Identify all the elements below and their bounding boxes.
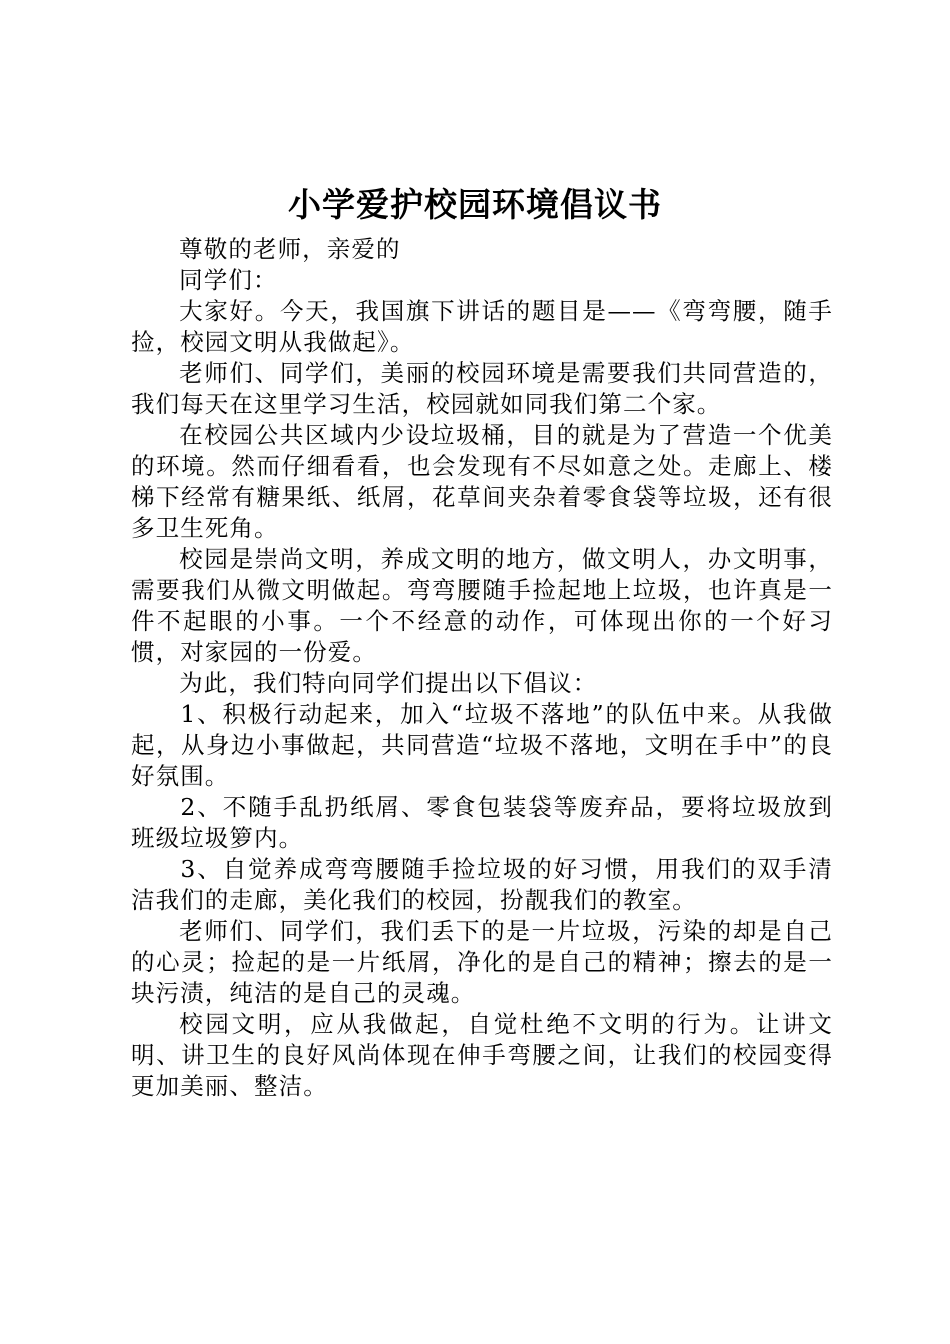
paragraph-civilization: 校园是崇尚文明，养成文明的地方，做文明人，办文明事，需要我们从微文明做起。弯弯腰随手捡起地上垃圾，也许真是一件不起眼的小事。一个不经意的动作，可体现出你的一个好习惯，对家园的一份爱。 xyxy=(131,545,833,666)
proposal-item-2: 2、不随手乱扔纸屑、零食包装袋等废弃品，要将垃圾放到班级垃圾箩内。 xyxy=(131,793,833,852)
paragraph-conclusion: 校园文明，应从我做起，自觉杜绝不文明的行为。让讲文明、讲卫生的良好风尚体现在伸手弯腰之间，让我们的校园变得更加美丽、整洁。 xyxy=(131,1010,833,1100)
document-body xyxy=(131,234,833,1102)
paragraph-proposal-intro: 为此，我们特向同学们提出以下倡议： xyxy=(179,669,598,697)
proposal-item-1: 1、积极行动起来，加入“垃圾不落地”的队伍中来。从我做起，从身边小事做起，共同营造“垃圾不落地，文明在手中”的良好氛围。 xyxy=(131,700,833,790)
document-title: 小学爱护校园环境倡议书 xyxy=(288,185,662,224)
salutation-line-1: 尊敬的老师，亲爱的 xyxy=(179,235,401,263)
paragraph-environment: 在校园公共区域内少设垃圾桶，目的就是为了营造一个优美的环境。然而仔细看看，也会发现有不尽如意之处。走廊上、楼梯下经常有糖果纸、纸屑，花草间夹杂着零食袋等垃圾，还有很多卫生死角。 xyxy=(131,421,833,542)
salutation-line-2: 同学们： xyxy=(179,266,278,294)
proposal-item-3: 3、自觉养成弯弯腰随手捡垃圾的好习惯，用我们的双手清洁我们的走廊，美化我们的校园，扮靓我们的教室。 xyxy=(131,855,833,914)
paragraph-greeting: 大家好。今天，我国旗下讲话的题目是——《弯弯腰，随手捡，校园文明从我做起》。 xyxy=(131,297,833,356)
paragraph-reflection: 老师们、同学们，我们丢下的是一片垃圾，污染的却是自己的心灵；捡起的是一片纸屑，净化的是自己的精神；擦去的是一块污渍，纯洁的是自己的灵魂。 xyxy=(131,917,833,1007)
paragraph-intro: 老师们、同学们，美丽的校园环境是需要我们共同营造的，我们每天在这里学习生活，校园就如同我们第二个家。 xyxy=(131,359,833,418)
